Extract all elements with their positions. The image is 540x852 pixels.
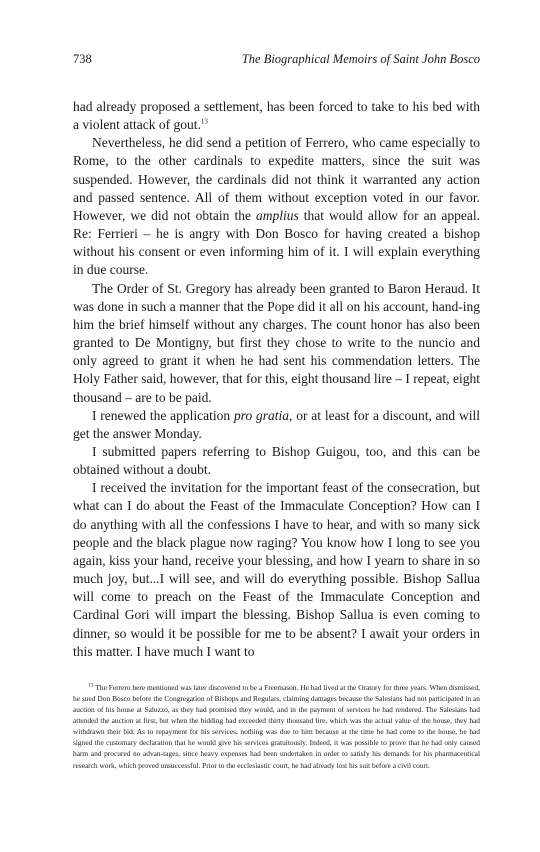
running-title: The Biographical Memoirs of Saint John Bosco: [241, 52, 480, 66]
paragraph-text: , or at least for a discount, and will get the answer Monday.: [73, 407, 480, 441]
paragraph-text: I renewed the application: [92, 407, 234, 423]
italic-term: pro gratia: [233, 407, 290, 423]
paragraph-text: I received the invitation for the important feast of the consecration, but what can I do about the Feast of the Immaculate Conception? How can I do anything with all the confessions I have to hear, and with so many sick people and the black plague now raging? You know how I long to see you again, kiss your hand, receive your blessing, and how I yearn to share in so much joy, but...I will see, and will do everything possible. Bishop Sallua will come to preach on the Feast of the Immaculate Conception and Cardinal Gori will impart the blessing. Bishop Sallua is even coming to dinner, so would it be possible for me to be absent? I await your orders in this matter. I have much I want to: [73, 480, 480, 659]
body-paragraph: [73, 280, 480, 407]
paragraph-text: had already proposed a settlement, has been forced to take to his bed with a violent attack of gout.: [73, 99, 480, 133]
paragraph-text: I submitted papers referring to Bishop Guigou, too, and this can be obtained without a doubt.: [73, 443, 480, 478]
paragraph-text: Nevertheless, he did send a petition of Ferrero, who came especially to Rome, to the other cardinals to expedite matters, since the suit was suspended. However, the cardinals did not think it warranted any action and passed sentence. All of them without exception voted in our favor. However, we did not obtain the: [73, 135, 480, 223]
footnote-reference: 13: [200, 117, 208, 126]
paragraph-text: The Order of St. Gregory has already been granted to Baron Heraud. It was done in such a manner that the Pope did it all on his account, hand-ing him the brief himself without any charges. The count honor has also been granted to De Montigny, but first they chose to write to the nuncio and only agreed to grant it when he had sent his commendation letters. The Holy Father said, however, that for this, eight thousand lire – I repeat, eight thousand – are to be paid.: [73, 280, 480, 405]
footnote: [73, 682, 480, 771]
body-paragraph: [73, 443, 480, 479]
body-paragraph: [73, 98, 480, 134]
body-paragraph: [73, 407, 480, 443]
italic-term: amplius: [255, 207, 299, 223]
page-header: [73, 52, 480, 70]
footnote-marker: 13: [88, 682, 94, 689]
page-number: 738: [73, 52, 92, 66]
footnote-text: The Ferrero here mentioned was later discovered to be a Freemason. He had lived at the Oratory for three years. When dismissed, he sued Don Bosco before the Congregation of Bishops and Regulars, claiming damages because the Salesians had not participated in an auction of his house at Saluzzo, as they had promised they would, and in the payment of services he had rendered. The Salesians had attended the auction at first, but when the bidding had exceeded thirty thousand lire, which was the actual value of the house, they had withdrawn their bid. As to repayment for his services, nothing was due to him because at the time he had come to the house, he had signed the customary declaration that he would give his services gratuitously. Indeed, it was possible to prove that he had only caused harm and procured no advan-tages, since heavy expenses had been undertaken in order to satisfy his demands for his pharmaceutical research work, which proved unsuccessful. Prior to the ecclesiastic court, he had already lost his suit before a civil court.: [73, 682, 480, 770]
body-paragraph: [73, 479, 480, 661]
body-text: [73, 98, 480, 661]
book-page: [73, 52, 480, 771]
body-paragraph: [73, 134, 480, 279]
paragraph-text: that would allow for an appeal. Re: Ferrieri – he is angry with Don Bosco for having created a bishop without his consent or even informing him of it. I will explain everything in due course.: [73, 207, 481, 278]
